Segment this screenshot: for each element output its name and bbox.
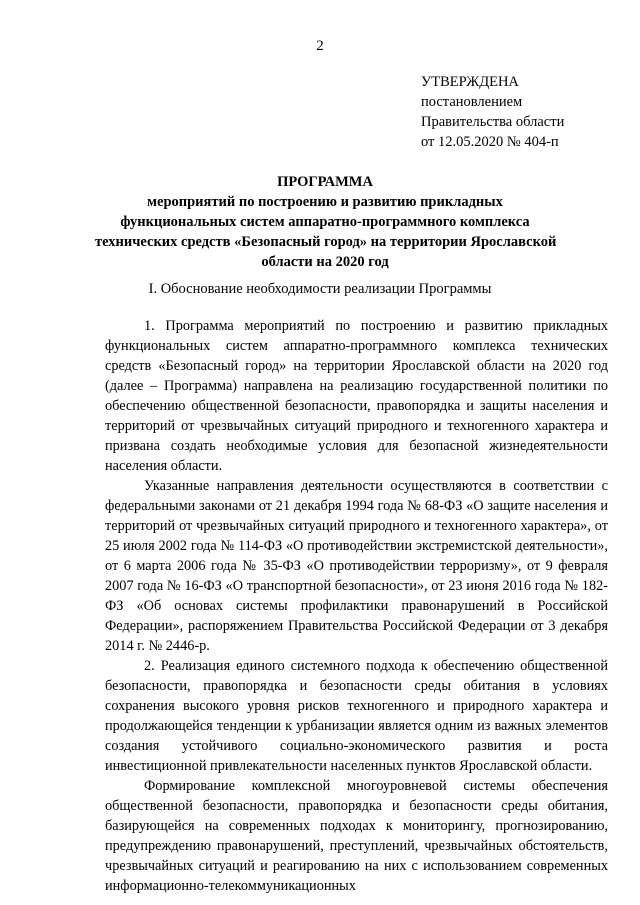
approval-line: постановлением — [421, 94, 523, 110]
document-body — [105, 316, 608, 896]
document-subtitle-line: функциональных систем аппаратно-программного комплекса — [120, 214, 530, 230]
approval-stamp — [421, 72, 621, 152]
paragraph: Формирование комплексной многоуровневой системы обеспечения общественной безопасности, правопорядка и безопасности среды обитания, базирующейся на современных подходах к мониторингу, прогнозированию, предупреждению правонарушений, преступлений, чрезвычайных обстоятельств, чрезвычайных ситуаций и реагированию на них с использованием современных информационно-телекоммуникационных — [105, 778, 608, 894]
section-title: I. Обоснование необходимости реализации Программы — [148, 281, 492, 297]
document-subtitle-line: области на 2020 год — [261, 254, 389, 270]
paragraph: Указанные направления деятельности осуществляются в соответствии с федеральными законами от 21 декабря 1994 года № 68-ФЗ «О защите населения и территорий от чрезвычайных ситуаций природного и техногенного характера», от 25 июля 2002 года № 114-ФЗ «О противодействии экстремистской деятельности», от 6 марта 2006 года № 35-ФЗ «О противодействии терроризму», от 9 февраля 2007 года № 16-ФЗ «О транспортной безопасности», от 23 июня 2016 года № 182-ФЗ «Об основах системы профилактики правонарушений в Российской Федерации», распоряжением Правительства Российской Федерации от 3 декабря 2014 г. № 2446-р. — [105, 478, 608, 654]
approval-line: УТВЕРЖДЕНА — [421, 74, 519, 90]
document-heading — [95, 172, 555, 272]
document-subtitle-line: технических средств «Безопасный город» на территории Ярославской — [95, 234, 557, 250]
document-title: ПРОГРАММА — [277, 174, 373, 190]
document-subtitle-line: мероприятий по построению и развитию прикладных — [147, 194, 503, 210]
approval-line: Правительства области — [421, 114, 565, 130]
paragraph: 1. Программа мероприятий по построению и развитию прикладных функциональных систем аппаратно-программного комплекса технических средств «Безопасный город» на территории Ярославской области на 2020 год (далее – Программа) направлена на реализацию государственной политики по обеспечению общественной безопасности, правопорядка и защиты населения и территорий от чрезвычайных ситуаций природного и техногенного характера и призвана создать необходимые условия для безопасной жизнедеятельности населения области. — [105, 318, 608, 474]
page-number: 2 — [316, 38, 324, 54]
paragraph: 2. Реализация единого системного подхода к обеспечению общественной безопасности, правопорядка и безопасности среды обитания в условиях сохранения высокого уровня рисков техногенного и природного характера и продолжающейся тенденции к урбанизации является одним из важных элементов создания устойчивого социально-экономического развития и роста инвестиционной привлекательности населенных пунктов Ярославской области. — [105, 658, 608, 774]
approval-line: от 12.05.2020 № 404-п — [421, 134, 559, 150]
